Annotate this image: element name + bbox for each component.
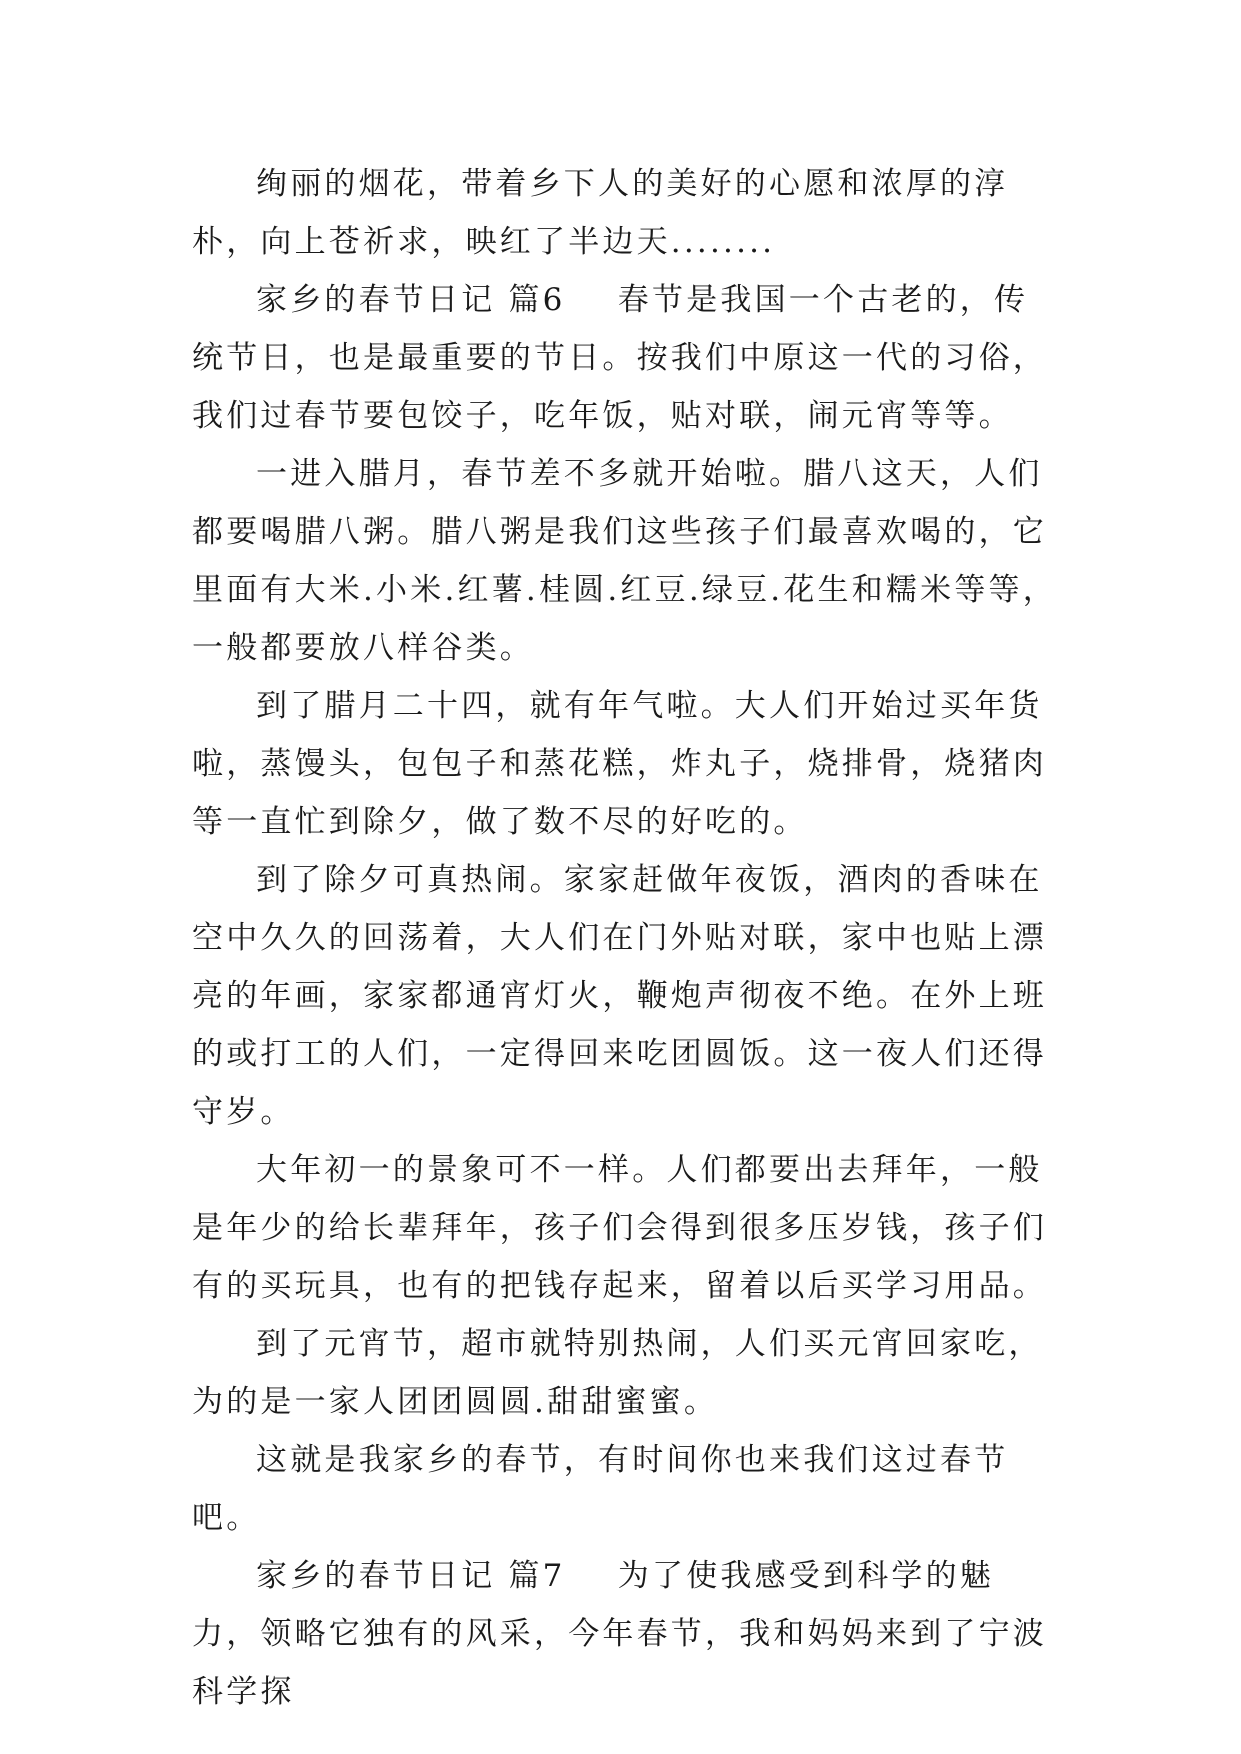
document-page [192, 155, 1058, 1721]
paragraph-6: 大年初一的景象可不一样。人们都要出去拜年，一般是年少的给长辈拜年，孩子们会得到很多压岁钱，孩子们有的买玩具，也有的把钱存起来，留着以后买学习用品。 [192, 1152, 1047, 1304]
paragraph-9: 家乡的春节日记 篇7 为了使我感受到科学的魅力，领略它独有的风采，今年春节，我和妈妈来到了宁波科学探 [192, 1558, 1047, 1710]
paragraph-1: 绚丽的烟花，带着乡下人的美好的心愿和浓厚的淳朴，向上苍祈求，映红了半边天........ [192, 166, 1009, 260]
paragraph-3: 一进入腊月，春节差不多就开始啦。腊八这天，人们都要喝腊八粥。腊八粥是我们这些孩子们最喜欢喝的，它里面有大米.小米.红薯.桂圆.红豆.绿豆.花生和糯米等等，一般都要放八样谷类。 [192, 456, 1057, 666]
paragraph-7: 到了元宵节，超市就特别热闹，人们买元宵回家吃，为的是一家人团团圆圆.甜甜蜜蜜。 [192, 1326, 1043, 1420]
paragraph-5: 到了除夕可真热闹。家家赶做年夜饭，酒肉的香味在空中久久的回荡着，大人们在门外贴对联，家中也贴上漂亮的年画，家家都通宵灯火，鞭炮声彻夜不绝。在外上班的或打工的人们，一定得回来吃团圆饭。这一夜人们还得守岁。 [192, 862, 1047, 1130]
paragraph-8: 这就是我家乡的春节，有时间你也来我们这过春节吧。 [192, 1442, 1009, 1536]
paragraph-4: 到了腊月二十四，就有年气啦。大人们开始过买年货啦，蒸馒头，包包子和蒸花糕，炸丸子，烧排骨，烧猪肉等一直忙到除夕，做了数不尽的好吃的。 [192, 688, 1047, 840]
paragraph-2: 家乡的春节日记 篇6 春节是我国一个古老的，传统节日，也是最重要的节日。按我们中原这一代的习俗，我们过春节要包饺子，吃年饭，贴对联，闹元宵等等。 [192, 282, 1047, 434]
